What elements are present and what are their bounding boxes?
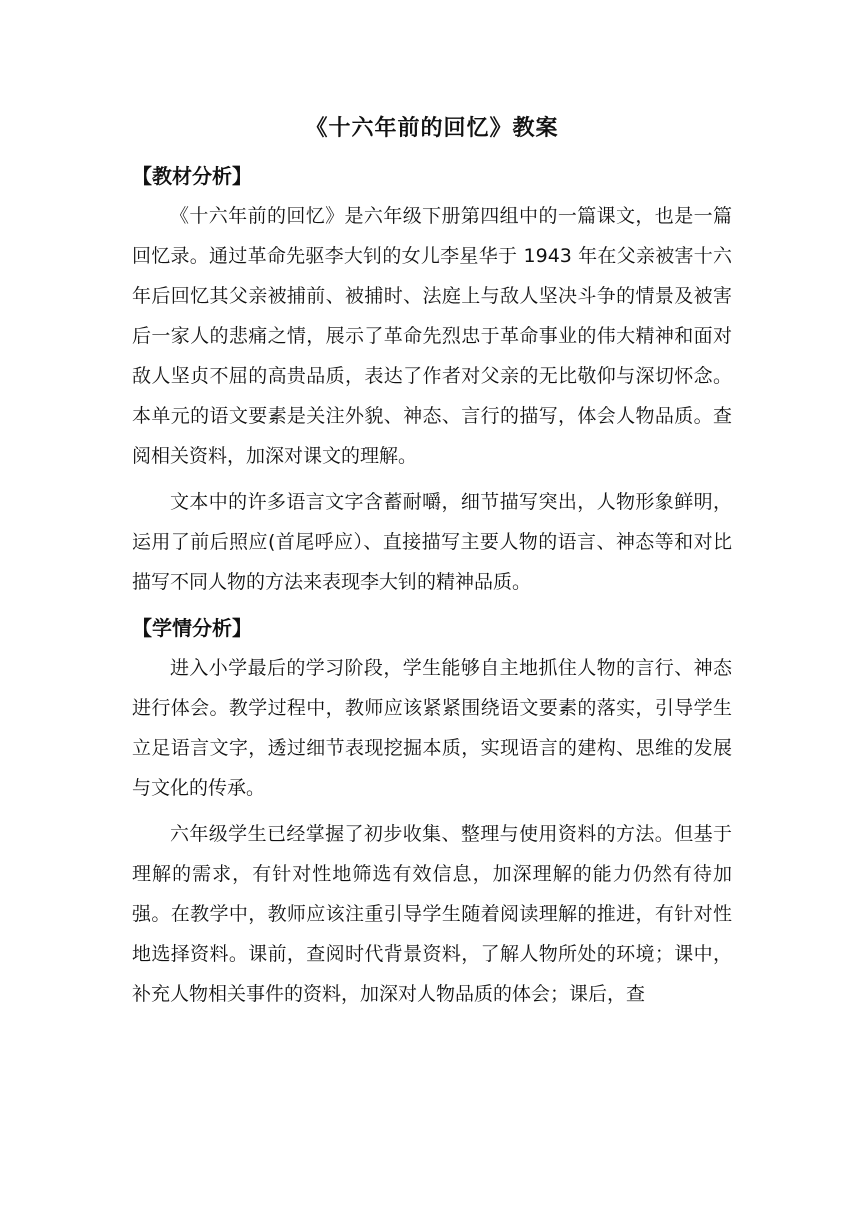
paragraph: 《十六年前的回忆》是六年级下册第四组中的一篇课文，也是一篇回忆录。通过革命先驱李大钊的女儿李星华于 1943 年在父亲被害十六年后回忆其父亲被捕前、被捕时、法庭上与敌人坚决斗争的情景及被害后一家人的悲痛之情，展示了革命先烈忠于革命事业的伟大精神和面对敌人坚贞不屈的高贵品质，表达了作者对父亲的无比敬仰与深切怀念。本单元的语文要素是关注外貌、神态、言行的描写，体会人物品质。查阅相关资料，加深对课文的理解。: [132, 205, 732, 467]
paragraph: 文本中的许多语言文字含蓄耐嚼，细节描写突出，人物形象鲜明，运用了前后照应(首尾呼应）、直接描写主要人物的语言、神态等和对比描写不同人物的方法来表现李大钊的精神品质。: [132, 491, 732, 593]
document-body: [132, 112, 732, 1014]
document-title: 《十六年前的回忆》教案: [305, 116, 559, 141]
paragraph: 进入小学最后的学习阶段，学生能够自主地抓住人物的言行、神态进行体会。教学过程中，教师应该紧紧围绕语文要素的落实，引导学生立足语言文字，透过细节表现挖掘本质，实现语言的建构、思维的发展与文化的传承。: [132, 657, 732, 799]
paragraph: 六年级学生已经掌握了初步收集、整理与使用资料的方法。但基于理解的需求，有针对性地筛选有效信息，加深理解的能力仍然有待加强。在教学中，教师应该注重引导学生随着阅读理解的推进，有针对性地选择资料。课前，查阅时代背景资料，了解人物所处的环境；课中，补充人物相关事件的资料，加深对人物品质的体会；课后，查: [132, 823, 732, 1005]
section-heading-student-analysis: 【学情分析】: [132, 616, 252, 640]
section-heading-textbook-analysis: 【教材分析】: [132, 164, 252, 188]
